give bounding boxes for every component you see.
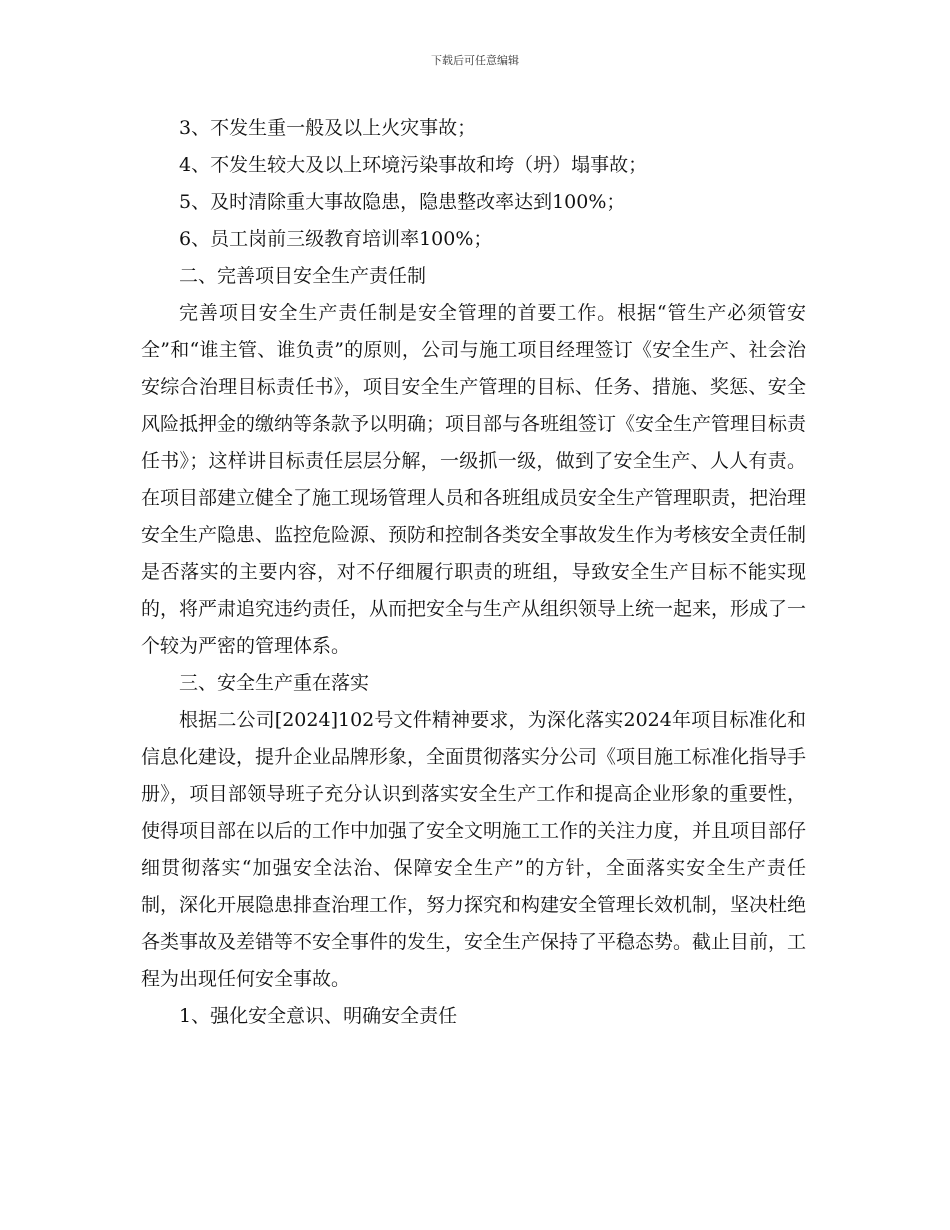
section-3-body: 根据二公司[2024]102号文件精神要求，为深化落实2024年项目标准化和信息化建设，提升企业品牌形象，全面贯彻落实分公司《项目施工标准化指导手册》，项目部领导班子充分认识到落实安全生产工作和提高企业形象的重要性，使得项目部在以后的工作中加强了安全文明施工工作的关注力度，并且项目部仔细贯彻落实“加强安全法治、保障安全生产”的方针，全面落实安全生产责任制，深化开展隐患排查治理工作，努力探究和构建安全管理长效机制，坚决杜绝各类事故及差错等不安全事件的发生，安全生产保持了平稳态势。截止目前，工程为出现任何安全事故。 xyxy=(141,709,807,990)
section-2-body: 完善项目安全生产责任制是安全管理的首要工作。根据“管生产必须管安全”和“谁主管、谁负责”的原则，公司与施工项目经理签订《安全生产、社会治安综合治理目标责任书》，项目安全生产管理的目标、任务、措施、奖惩、安全风险抵押金的缴纳等条款予以明确；项目部与各班组签订《安全生产管理目标责任书》；这样讲目标责任层层分解，一级抓一级，做到了安全生产、人人有责。在项目部建立健全了施工现场管理人员和各班组成员安全生产管理职责，把治理安全生产隐患、监控危险源、预防和控制各类安全事故发生作为考核安全责任制是否落实的主要内容，对不仔细履行职责的班组，导致安全生产目标不能实现的，将严肃追究违约责任，从而把安全与生产从组织领导上统一起来，形成了一个较为严密的管理体系。 xyxy=(141,302,807,657)
section-heading-3: 三、安全生产重在落实 xyxy=(179,672,370,694)
section-heading-2: 二、完善项目安全生产责任制 xyxy=(179,265,427,287)
goal-item-5: 5、及时清除重大事故隐患，隐患整改率达到100%； xyxy=(179,191,626,213)
subsection-heading-1: 1、强化安全意识、明确安全责任 xyxy=(179,1005,458,1027)
goal-item-3: 3、不发生重一般及以上火灾事故； xyxy=(179,117,477,139)
document-body xyxy=(141,110,806,1035)
page-header: 下载后可任意编辑 xyxy=(431,54,519,67)
goal-item-4: 4、不发生较大及以上环境污染事故和垮（坍）塌事故； xyxy=(179,154,648,176)
goal-item-6: 6、员工岗前三级教育培训率100%； xyxy=(179,228,493,250)
